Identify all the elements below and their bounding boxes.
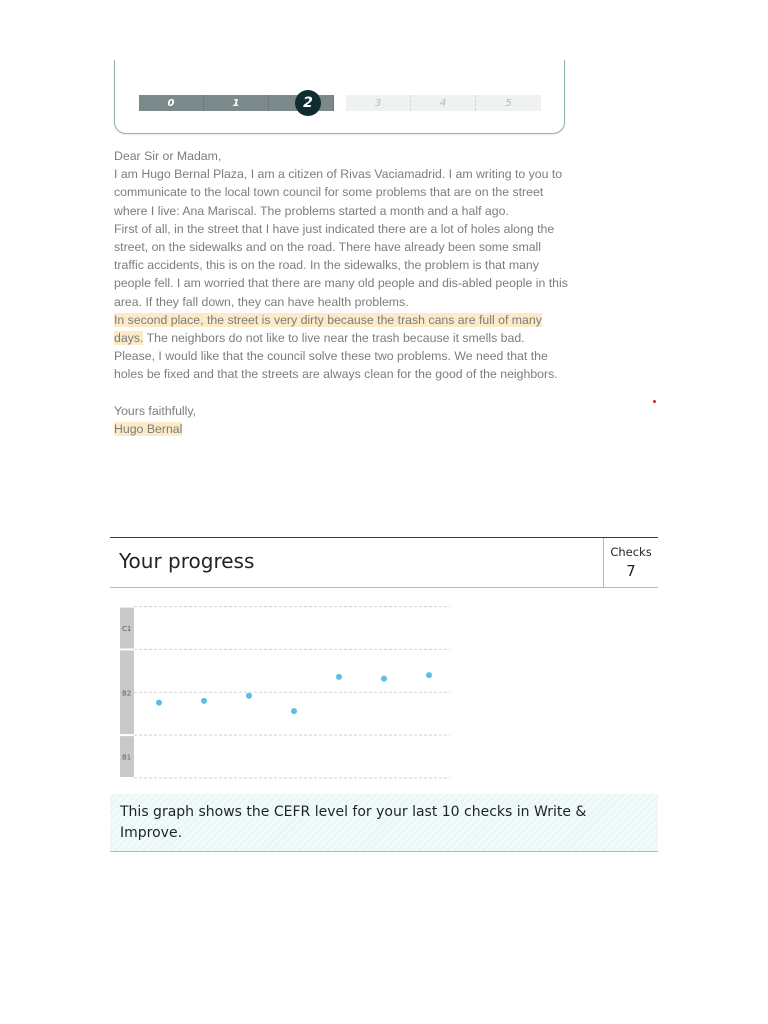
letter-paragraph-4: Please, I would like that the council solve these two problems. We need that the holes be fixed and that the streets are always clean for the good of the neighbors. [114,349,558,382]
level-label-b2: B2 [122,689,132,698]
data-point[interactable] [156,700,162,706]
data-point[interactable] [246,693,252,699]
checks-value: 7 [626,562,636,580]
cefr-progress-chart [110,590,460,785]
data-point[interactable] [336,674,342,680]
letter-salutation: Dear Sir or Madam, [114,149,222,163]
score-segment-5: 5 [476,95,541,111]
highlighted-signature[interactable]: Hugo Bernal [114,421,183,436]
letter-paragraph-3-rest: The neighbors do not like to live near the trash because it smells bad. [143,331,525,346]
score-segment-1: 1 [204,95,269,111]
progress-header [110,537,658,588]
checks-counter [603,538,658,587]
data-point[interactable] [201,698,207,704]
progress-title: Your progress [119,549,255,573]
score-scale [139,95,541,111]
graph-note: This graph shows the CEFR level for your last 10 checks in Write & Improve. [110,794,658,852]
letter-closing: Yours faithfully, [114,403,197,418]
current-score-marker: 2 [295,90,321,116]
letter-paragraph-1: I am Hugo Bernal Plaza, I am a citizen of Rivas Vaciamadrid. I am writing to you to communicate to the local town council for some problems that are on the street where I live: Ana Mariscal. The problems started a month and a half ago. [114,167,563,218]
highlighted-sentence[interactable]: In second place, the street is very dirty because the trash cans are full of many days. [114,312,542,346]
letter-paragraph-2: First of all, in the street that I have just indicated there are a lot of holes along the street, on the sidewalks and on the road. There have already been some small traffic accidents, this is on the road. In the sidewalks, the problem is that many people fell. I am worried that there are many old people and dis-abled people in this area. If they fall down, they can have health problems. [114,221,568,309]
data-point[interactable] [381,676,387,682]
score-segment-3: 3 [346,95,411,111]
score-segment-0: 0 [139,95,204,111]
checks-label: Checks [610,545,652,559]
red-dot-marker [653,400,656,403]
level-label-b1: B1 [122,753,132,762]
level-label-c1: C1 [122,625,132,633]
data-point[interactable] [426,672,432,678]
letter-text [114,147,574,438]
score-segment-4: 4 [411,95,476,111]
data-point[interactable] [291,708,297,714]
letter-paragraph-3 [114,311,574,347]
letter-signature [114,420,574,438]
